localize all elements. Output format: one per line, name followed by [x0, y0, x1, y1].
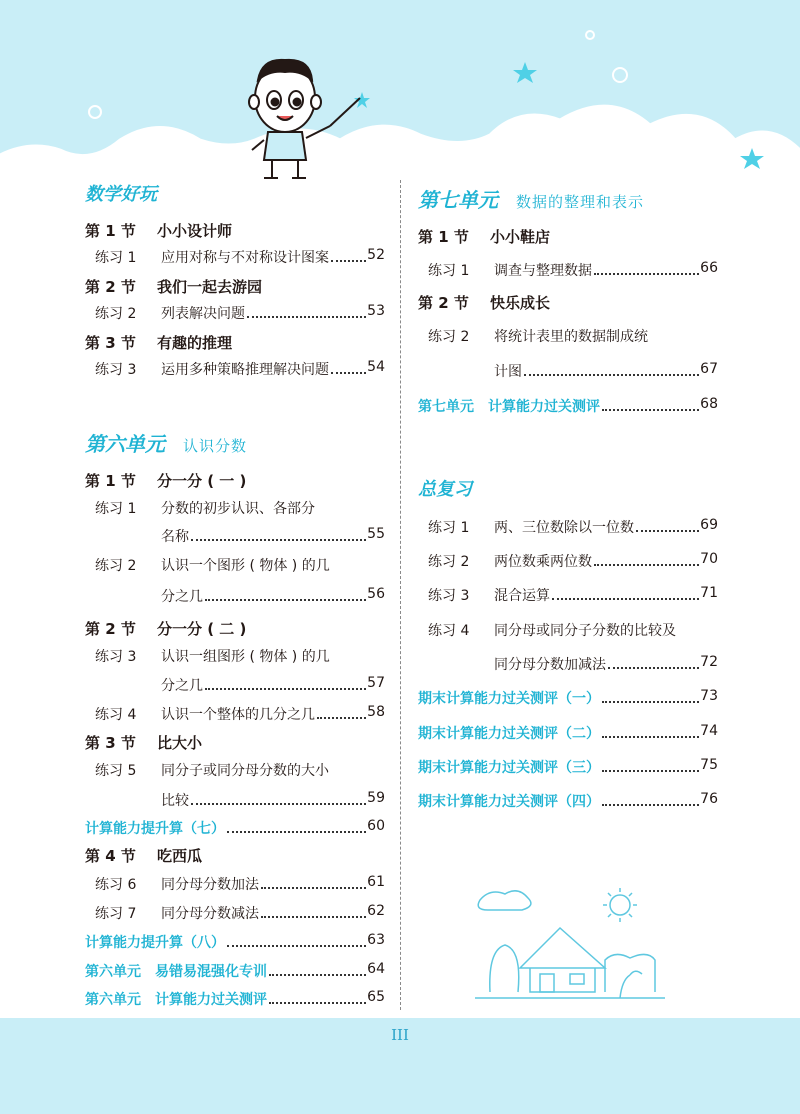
column-divider	[400, 180, 401, 1010]
toc-test-item[interactable]: 计算能力提升算（七） 60	[85, 818, 385, 837]
toc-section[interactable]: 第 2 节 分一分 ( 二 )	[85, 620, 247, 638]
toc-section[interactable]: 第 2 节 我们一起去游园	[85, 278, 263, 296]
toc-test-item[interactable]: 计算能力提升算（八） 63	[85, 932, 385, 951]
toc-test-item[interactable]: 期末计算能力过关测评（四） 76	[418, 791, 718, 810]
header-cloud-banner	[0, 0, 800, 200]
toc-section[interactable]: 第 2 节 快乐成长	[418, 294, 551, 312]
toc-test-item[interactable]: 第六单元 易错易混强化专训 64	[85, 961, 385, 980]
toc-section[interactable]: 第 4 节 吃西瓜	[85, 847, 203, 865]
toc-test-item[interactable]: 第七单元 计算能力过关测评 68	[418, 396, 718, 415]
unit6-heading: 第六单元 认识分数	[85, 432, 248, 456]
toc-test-item[interactable]: 期末计算能力过关测评（二） 74	[418, 723, 718, 742]
toc-test-item[interactable]: 期末计算能力过关测评（三） 75	[418, 757, 718, 776]
toc-section[interactable]: 第 1 节 分一分 ( 一 )	[85, 472, 247, 490]
unit7-heading: 第七单元 数据的整理和表示	[418, 188, 645, 212]
toc-section[interactable]: 第 1 节 小小鞋店	[418, 228, 551, 246]
toc-section[interactable]: 第 3 节 有趣的推理	[85, 334, 233, 352]
toc-test-item[interactable]: 期末计算能力过关测评（一） 73	[418, 688, 718, 707]
review-heading: 总复习	[418, 479, 472, 500]
toc-test-item[interactable]: 第六单元 计算能力过关测评 65	[85, 989, 385, 1008]
house-illustration	[470, 880, 670, 1010]
fun-math-heading: 数学好玩	[85, 184, 157, 205]
toc-section[interactable]: 第 3 节 比大小	[85, 734, 203, 752]
page-number: III	[391, 1026, 409, 1044]
toc-section[interactable]: 第 1 节 小小设计师	[85, 222, 233, 240]
